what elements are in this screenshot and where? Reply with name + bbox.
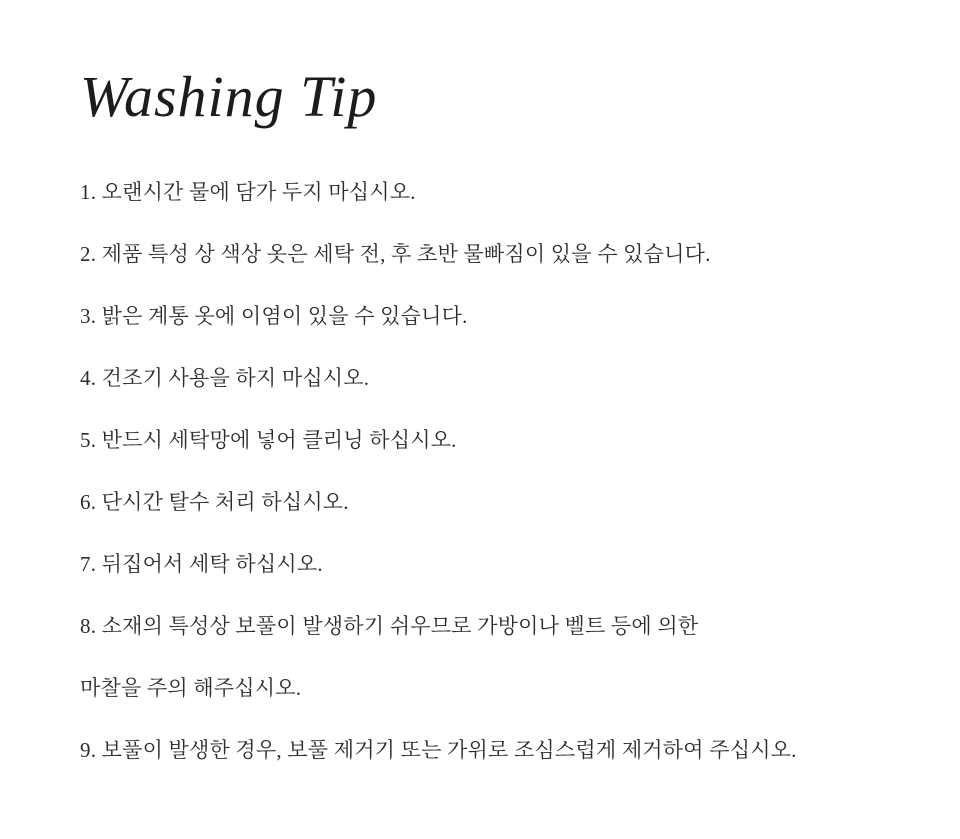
tip-line: 5. 반드시 세탁망에 넣어 클리닝 하십시오. [80, 427, 457, 452]
page-title: Washing Tip [80, 64, 378, 129]
tip-line: 마찰을 주의 해주십시오. [80, 675, 302, 700]
tip-line: 3. 밝은 계통 옷에 이염이 있을 수 있습니다. [80, 303, 468, 328]
tip-line: 8. 소재의 특성상 보풀이 발생하기 쉬우므로 가방이나 벨트 등에 의한 [80, 613, 699, 638]
tip-line: 6. 단시간 탈수 처리 하십시오. [80, 489, 349, 514]
tip-line: 7. 뒤집어서 세탁 하십시오. [80, 551, 323, 576]
tips-list [80, 180, 900, 763]
tip-line: 9. 보풀이 발생한 경우, 보풀 제거기 또는 가위로 조심스럽게 제거하여 주십시오. [80, 737, 797, 762]
tip-line: 2. 제품 특성 상 색상 옷은 세탁 전, 후 초반 물빠짐이 있을 수 있습니다. [80, 241, 711, 266]
tip-line: 4. 건조기 사용을 하지 마십시오. [80, 365, 370, 390]
tip-line: 1. 오랜시간 물에 담가 두지 마십시오. [80, 179, 416, 204]
